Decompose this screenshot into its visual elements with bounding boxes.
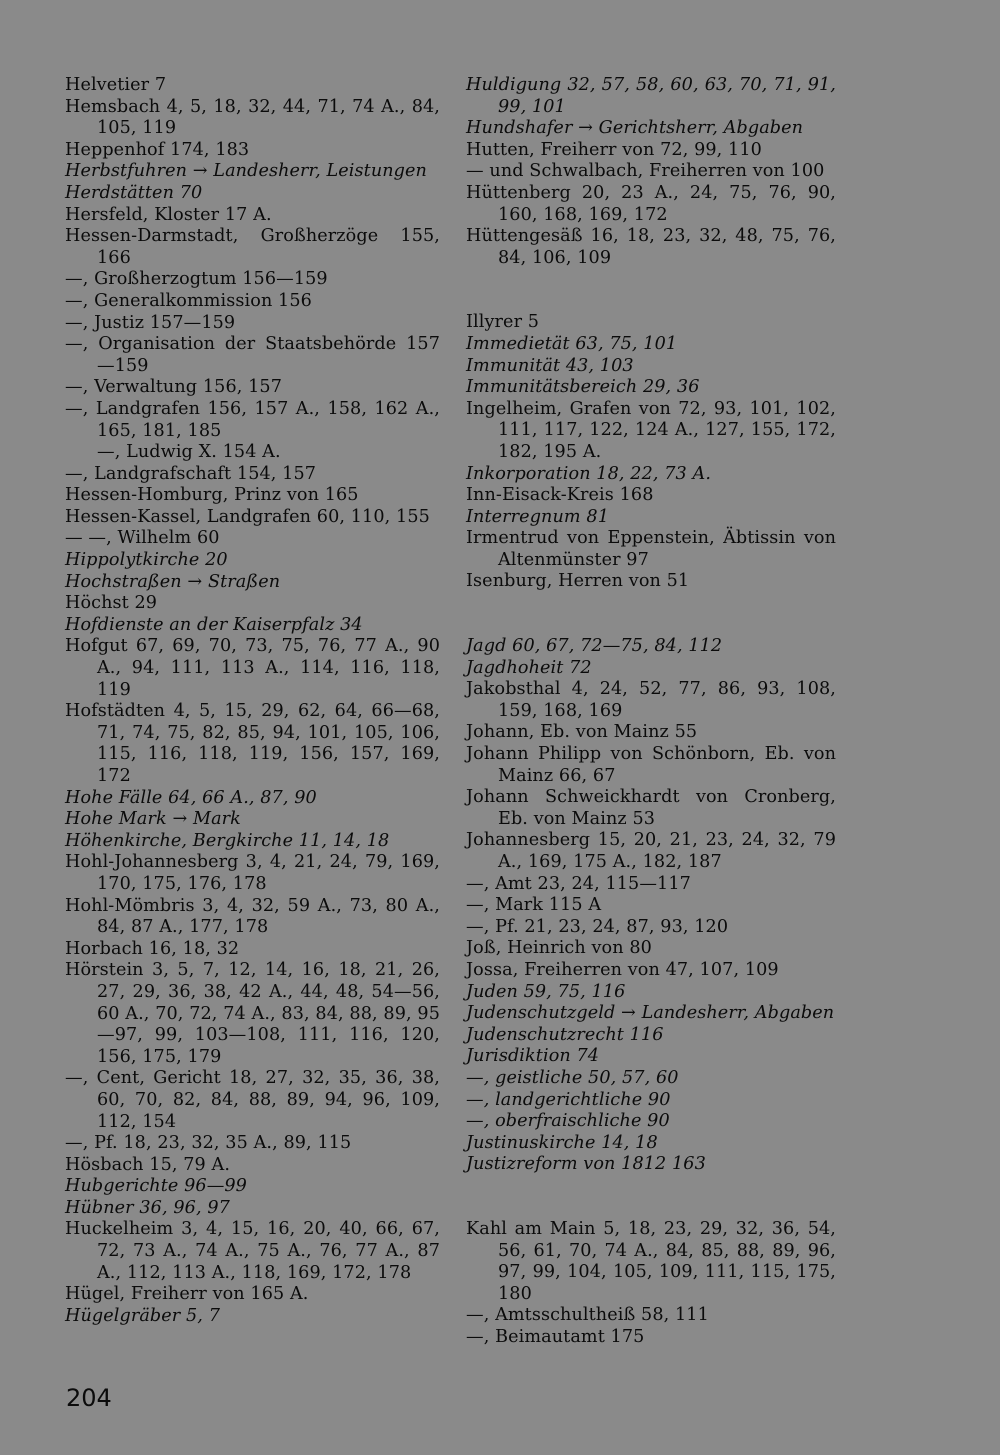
index-entry: Johann Schweickhardt von Cronberg, Eb. von Mainz 53 [466, 787, 836, 829]
index-entry: Hersfeld, Kloster 17 A. [65, 204, 272, 225]
index-entry: Johann Philipp von Schönborn, Eb. von Mainz 66, 67 [466, 744, 836, 786]
index-entry: Hochstraßen → Straßen [65, 571, 281, 592]
index-entry: Inkorporation 18, 22, 73 A. [466, 463, 712, 484]
index-entry: Hubgerichte 96—99 [65, 1176, 247, 1197]
index-entry: Joß, Heinrich von 80 [466, 938, 652, 959]
index-entry: Justizreform von 1812 163 [466, 1154, 706, 1175]
index-entry: Ingelheim, Grafen von 72, 93, 101, 102, 111, 117, 122, 124 A., 127, 155, 172, 182, 195 A. [466, 398, 836, 462]
index-entry: —, Ludwig X. 154 A. [97, 442, 281, 463]
index-entry: Isenburg, Herren von 51 [466, 571, 690, 592]
section-gap [466, 593, 836, 636]
index-entry: Höhenkirche, Bergkirche 11, 14, 18 [65, 830, 390, 851]
index-entry: Hüttengesäß 16, 18, 23, 32, 48, 75, 76, 84, 106, 109 [466, 226, 836, 268]
index-entry: —, Cent, Gericht 18, 27, 32, 35, 36, 38, 60, 70, 82, 84, 88, 89, 94, 96, 109, 112, 154 [65, 1068, 440, 1132]
index-entry: Huldigung 32, 57, 58, 60, 63, 70, 71, 91, 99, 101 [466, 75, 836, 117]
section-gap [466, 269, 836, 312]
index-entry: Hörstein 3, 5, 7, 12, 14, 16, 18, 21, 26, 27, 29, 36, 38, 42 A., 44, 48, 54—56, 60 A., 70, 72, 74 A., 83, 84, 88, 89, 95—97, 99, 103—108, 111, 116, 120, 156, 175, 179 [65, 960, 440, 1067]
index-entry: Jagdhoheit 72 [466, 657, 592, 678]
index-entry: Johannesberg 15, 20, 21, 23, 24, 32, 79 A., 169, 175 A., 182, 187 [466, 830, 836, 872]
index-entry: Hohe Mark → Mark [65, 809, 241, 830]
index-entry: Hügel, Freiherr von 165 A. [65, 1284, 309, 1305]
index-entry: —, Generalkommission 156 [65, 290, 312, 311]
left-column [65, 75, 440, 1327]
index-entry: Hessen-Kassel, Landgrafen 60, 110, 155 [65, 506, 430, 527]
index-entry: —, Justiz 157—159 [65, 312, 236, 333]
index-entry: Hösbach 15, 79 A. [65, 1154, 231, 1175]
index-entry: —, Amt 23, 24, 115—117 [466, 873, 691, 894]
index-entry: —, Verwaltung 156, 157 [65, 377, 283, 398]
index-entry: Hohl-Johannesberg 3, 4, 21, 24, 79, 169, 170, 175, 176, 178 [65, 852, 440, 894]
index-entry: Heppenhof 174, 183 [65, 139, 250, 160]
page-number: 204 [66, 1384, 112, 1412]
index-entry: Huckelheim 3, 4, 15, 16, 20, 40, 66, 67, 72, 73 A., 74 A., 75 A., 76, 77 A., 87 A., 112, 113 A., 118, 169, 172, 178 [65, 1219, 440, 1283]
index-entry: Hohe Fälle 64, 66 A., 87, 90 [65, 787, 317, 808]
section-gap [466, 1176, 836, 1219]
index-entry: Immunität 43, 103 [466, 355, 634, 376]
index-entry: Inn-Eisack-Kreis 168 [466, 485, 654, 506]
index-entry: Hofgut 67, 69, 70, 73, 75, 76, 77 A., 90 A., 94, 111, 113 A., 114, 116, 118, 119 [65, 636, 440, 700]
index-entry: Helvetier 7 [65, 75, 167, 95]
index-entry: Jossa, Freiherren von 47, 107, 109 [466, 959, 779, 980]
index-entry: Hüttenberg 20, 23 A., 24, 75, 76, 90, 160, 168, 169, 172 [466, 182, 836, 225]
index-entry: —, Mark 115 A [466, 895, 602, 916]
index-entry: —, Pf. 18, 23, 32, 35 A., 89, 115 [65, 1133, 352, 1154]
index-entry: Jurisdiktion 74 [466, 1046, 600, 1067]
index-entry: Jakobsthal 4, 24, 52, 77, 86, 93, 108, 159, 168, 169 [466, 679, 836, 721]
index-entry: Judenschutzgeld → Landesherr, Abgaben [466, 1003, 835, 1024]
index-entry: Justinuskirche 14, 18 [466, 1132, 658, 1153]
index-entry: —, Organisation der Staatsbehörde 157—159 [65, 334, 440, 376]
index-entry: —, Amtsschultheiß 58, 111 [466, 1305, 709, 1326]
index-entry: Illyrer 5 [466, 312, 540, 333]
index-entry: Herdstätten 70 [65, 182, 203, 203]
right-column [466, 75, 836, 1348]
index-entry: Hutten, Freiherr von 72, 99, 110 [466, 139, 762, 160]
index-entry: Johann, Eb. von Mainz 55 [466, 722, 698, 743]
index-entry: Höchst 29 [65, 593, 158, 614]
index-entry: Immunitätsbereich 29, 36 [466, 377, 700, 398]
index-entry: Hessen-Darmstadt, Großherzöge 155, 166 [65, 226, 440, 268]
index-entry: Hofstädten 4, 5, 15, 29, 62, 64, 66—68, 71, 74, 75, 82, 85, 94, 101, 105, 106, 115, 116, 118, 119, 156, 157, 169, 172 [65, 701, 440, 786]
index-entry: —, Beimautamt 175 [466, 1326, 645, 1347]
index-entry: Immedietät 63, 75, 101 [466, 333, 678, 354]
index-entry: Irmentrud von Eppenstein, Äbtissin von Altenmünster 97 [466, 528, 836, 570]
index-entry: — —, Wilhelm 60 [65, 528, 220, 549]
index-entry: Hübner 36, 96, 97 [65, 1197, 230, 1218]
index-entry: —, Landgrafen 156, 157 A., 158, 162 A., 165, 181, 185 [65, 398, 440, 441]
index-entry: Kahl am Main 5, 18, 23, 29, 32, 36, 54, 56, 61, 70, 74 A., 84, 85, 88, 89, 96, 97, 99, 104, 105, 109, 111, 115, 175, 180 [466, 1218, 836, 1304]
index-entry: — und Schwalbach, Freiherren von 100 [466, 161, 825, 182]
index-entry: Interregnum 81 [466, 506, 609, 527]
index-entry: Horbach 16, 18, 32 [65, 938, 240, 959]
index-entry: Hippolytkirche 20 [65, 550, 228, 571]
index-entry: —, Großherzogtum 156—159 [65, 269, 328, 290]
index-entry: Herbstfuhren → Landesherr, Leistungen [65, 161, 427, 182]
index-entry: Jagd 60, 67, 72—75, 84, 112 [466, 636, 723, 657]
index-entry: Hofdienste an der Kaiserpfalz 34 [65, 614, 363, 635]
index-entry: Judenschutzrecht 116 [466, 1024, 664, 1045]
index-entry: Hundshafer → Gerichtsherr, Abgaben [466, 118, 804, 139]
index-entry: Hügelgräber 5, 7 [65, 1305, 220, 1326]
index-entry: Juden 59, 75, 116 [466, 981, 626, 1002]
index-entry: Hemsbach 4, 5, 18, 32, 44, 71, 74 A., 84, 105, 119 [65, 96, 440, 139]
index-entry: —, landgerichtliche 90 [466, 1089, 671, 1110]
index-entry: —, geistliche 50, 57, 60 [466, 1067, 679, 1088]
index-entry: —, Landgrafschaft 154, 157 [65, 463, 317, 484]
index-entry: Hessen-Homburg, Prinz von 165 [65, 485, 359, 506]
index-entry: —, Pf. 21, 23, 24, 87, 93, 120 [466, 916, 729, 937]
index-entry: Hohl-Mömbris 3, 4, 32, 59 A., 73, 80 A., 84, 87 A., 177, 178 [65, 895, 440, 938]
index-entry: —, oberfraischliche 90 [466, 1111, 670, 1132]
